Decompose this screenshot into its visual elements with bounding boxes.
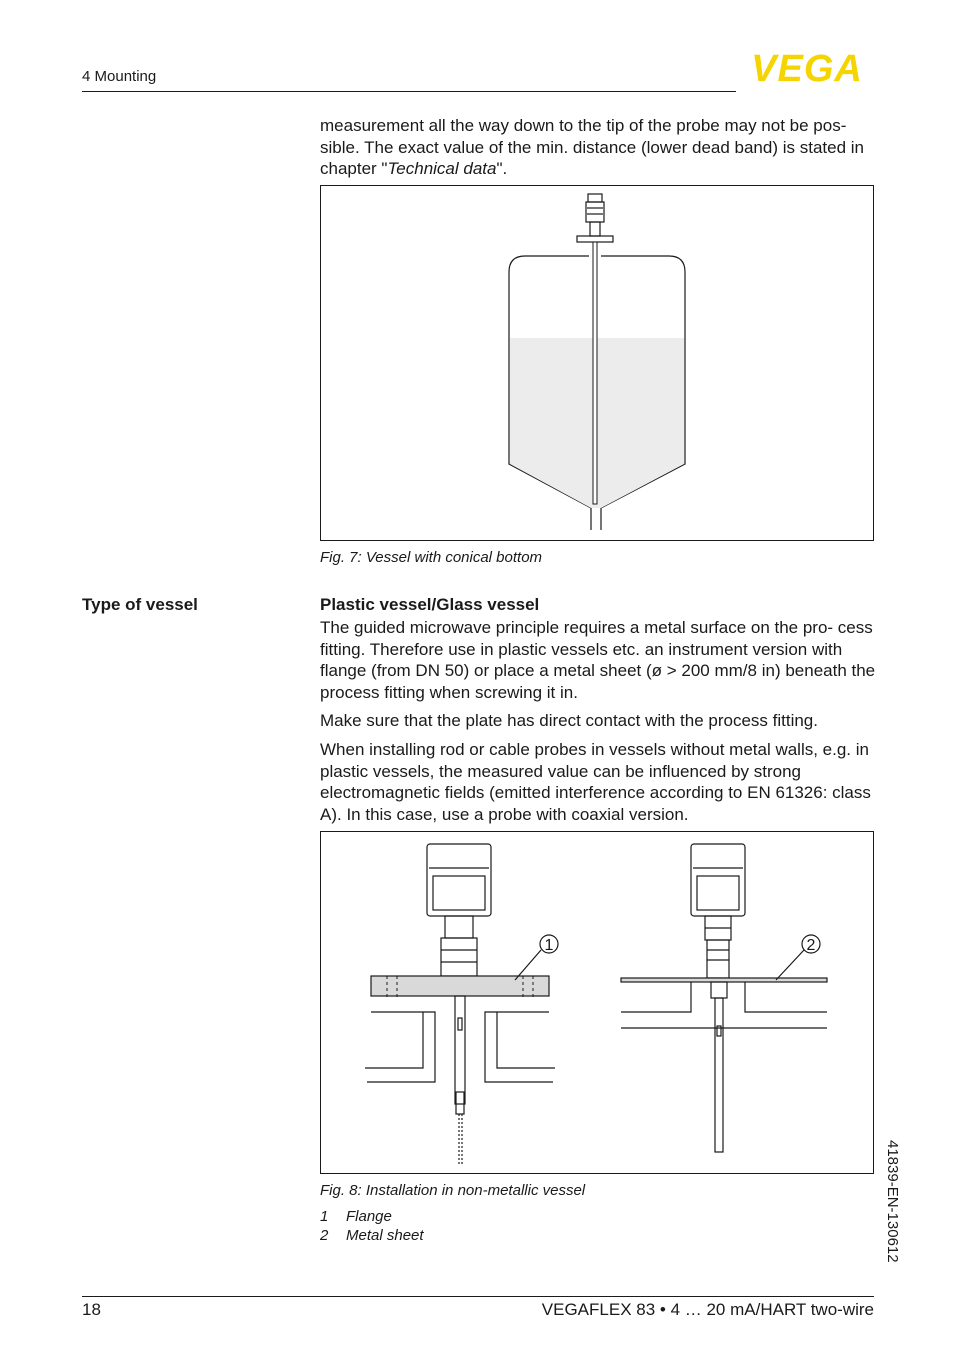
left-vessel-wall-inner xyxy=(365,1012,423,1068)
legend-number: 2 xyxy=(320,1227,329,1244)
right-vessel-wall-inner xyxy=(497,1012,555,1068)
legend-item xyxy=(320,1227,424,1244)
legend-label: Flange xyxy=(346,1208,392,1225)
side-heading: Type of vessel xyxy=(82,595,198,614)
footer-rule xyxy=(82,1296,874,1297)
document-code: 41839-EN-130612 xyxy=(884,1140,901,1263)
left-vessel-wall xyxy=(367,1012,435,1082)
intro-paragraph xyxy=(320,115,876,180)
section-label: 4 Mounting xyxy=(82,68,157,85)
flange-instrument xyxy=(427,844,491,976)
figure-8-installation-drawing xyxy=(321,832,873,1173)
intro-text-after: ". xyxy=(496,159,508,179)
sheet-vessel-top xyxy=(621,982,691,1012)
figure-8-caption: Fig. 8: Installation in non-metallic vessel xyxy=(320,1182,586,1199)
paragraph-emi: When installing rod or cable probes in vessels without metal walls, e.g. in plastic vessels, the measured value can be influenced by strong electromagnetic fields (emitted interference according to EN 61326: class A). In this case, use a probe with coaxial version. xyxy=(320,740,871,824)
callout-2-label: 2 xyxy=(806,937,816,954)
probe-housing xyxy=(586,202,604,222)
page-number: 18 xyxy=(82,1300,101,1319)
callout-1-label: 1 xyxy=(544,937,554,954)
legend-number: 1 xyxy=(320,1208,329,1225)
legend-label: Metal sheet xyxy=(346,1227,424,1244)
flange-plate xyxy=(371,976,549,996)
figure-8-frame xyxy=(320,831,874,1174)
figure-7-vessel-drawing xyxy=(321,186,873,540)
footer-title: VEGAFLEX 83 • 4 … 20 mA/HART two-wire xyxy=(541,1300,874,1319)
probe-rod xyxy=(593,242,597,504)
paragraph-plate-contact: Make sure that the plate has direct contact with the process fitting. xyxy=(320,711,818,730)
header-rule xyxy=(82,91,736,92)
probe-flange xyxy=(577,236,613,242)
flange-probe-rod xyxy=(455,996,465,1104)
intro-italic-term: Technical data xyxy=(387,159,497,179)
probe-head xyxy=(588,194,602,202)
figure-7-frame xyxy=(320,185,874,541)
sheet-instrument xyxy=(691,844,745,978)
sheet-probe-rod xyxy=(715,998,723,1152)
figure-7-caption: Fig. 7: Vessel with conical bottom xyxy=(320,549,543,566)
intro-text-before: measurement all the way down to the tip of the probe may not be pos- sible. The exact value of the min. distance (lower dead band) is stated in chapter " xyxy=(320,116,864,179)
vega-logo xyxy=(740,50,874,84)
section-heading: Plastic vessel/Glass vessel xyxy=(320,595,540,614)
legend-item xyxy=(320,1208,392,1225)
paragraph-metal-surface: The guided microwave principle requires a metal surface on the pro- cess fitting. Therefore use in plastic vessels etc. an instrument version with flange (from DN 50) or place a metal sheet (ø > 200 mm/8 in) beneath the process fitting when screwing it in. xyxy=(320,618,876,702)
right-vessel-wall xyxy=(485,1012,553,1082)
probe-neck xyxy=(590,222,600,236)
vega-logo-text: VEGA xyxy=(751,50,863,84)
